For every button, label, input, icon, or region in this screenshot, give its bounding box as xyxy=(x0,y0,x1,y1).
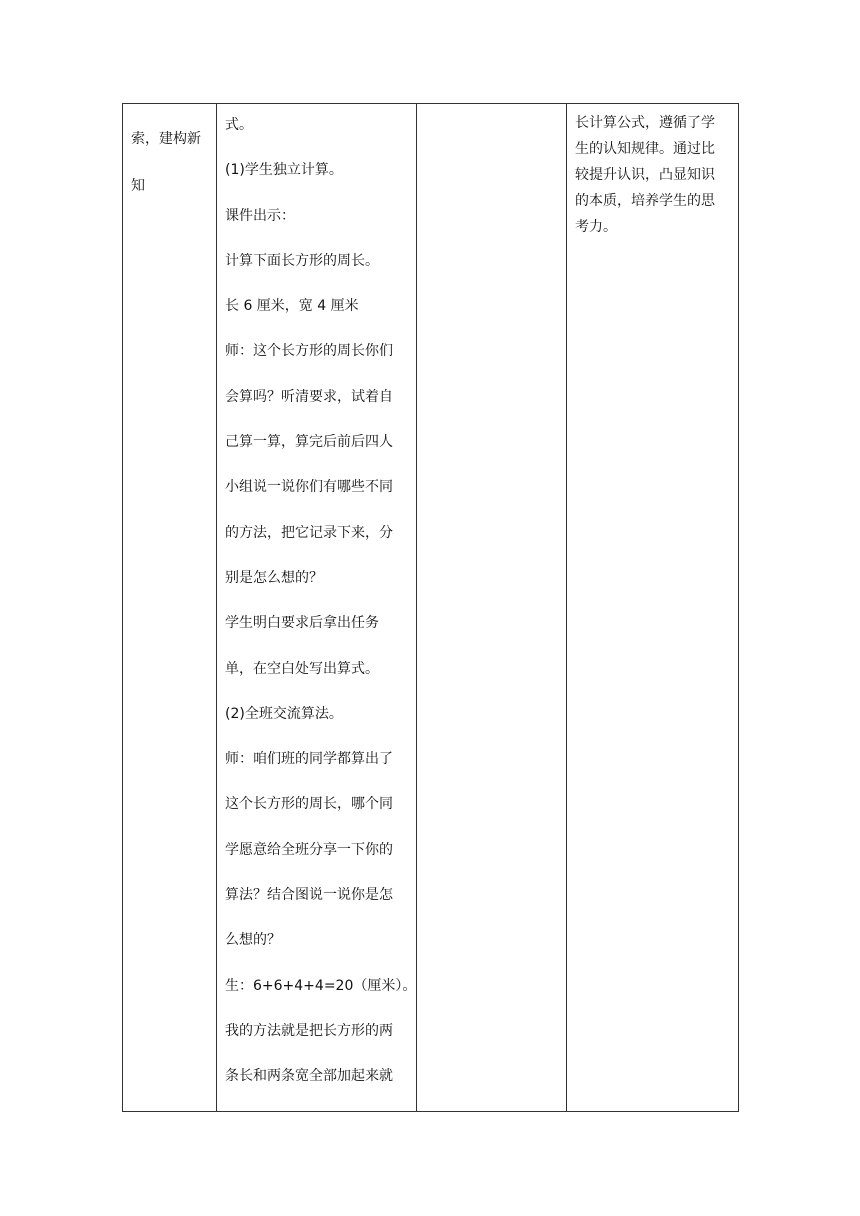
process-line: 课件出示： xyxy=(225,207,295,224)
process-line: 小组说一说你们有哪些不同 xyxy=(225,479,393,496)
process-line: 这个长方形的周长，哪个同 xyxy=(225,796,393,813)
lesson-plan-table xyxy=(122,103,739,1112)
process-line: 学愿意给全班分享一下你的 xyxy=(225,841,393,858)
stage-line: 知 xyxy=(131,178,145,194)
process-line: 计算下面长方形的周长。 xyxy=(225,252,379,269)
process-line: 么想的？ xyxy=(225,932,281,949)
process-line: 的方法，把它记录下来，分 xyxy=(225,524,393,541)
process-line: 别是怎么想的？ xyxy=(225,569,323,586)
intent-line: 生的认知规律。通过比 xyxy=(575,141,715,157)
process-line: 我的方法就是把长方形的两 xyxy=(225,1022,393,1039)
process-line: 长 6 厘米，宽 4 厘米 xyxy=(225,298,359,315)
stage-cell xyxy=(123,104,217,1112)
teaching-process-cell xyxy=(217,104,417,1112)
process-line: 己算一算，算完后前后四人 xyxy=(225,434,393,451)
intent-line: 考力。 xyxy=(575,219,617,235)
process-line: 算法？结合图说一说你是怎 xyxy=(225,887,393,904)
design-intent-cell xyxy=(567,104,739,1112)
design-intent-text xyxy=(567,104,738,240)
process-line: 生：6+6+4+4=20（厘米）。 xyxy=(225,977,417,994)
process-line: 师：这个长方形的周长你们 xyxy=(225,343,393,360)
teaching-process-text xyxy=(217,104,416,1111)
intent-line: 的本质，培养学生的思 xyxy=(575,193,715,209)
intent-line: 较提升认识，凸显知识 xyxy=(575,167,715,183)
process-line: (1)学生独立计算。 xyxy=(225,162,343,179)
intent-line: 长计算公式，遵循了学 xyxy=(575,115,715,131)
stage-line: 索，建构新 xyxy=(131,131,201,147)
process-line: 师：咱们班的同学都算出了 xyxy=(225,751,393,768)
table-row xyxy=(123,104,739,1112)
process-line: 式。 xyxy=(225,117,253,133)
process-line: 单，在空白处写出算式。 xyxy=(225,660,379,677)
process-line: 学生明白要求后拿出任务 xyxy=(225,615,379,632)
process-line: (2)全班交流算法。 xyxy=(225,705,343,722)
empty-cell xyxy=(417,104,567,1112)
process-line: 条长和两条宽全部加起来就 xyxy=(225,1068,393,1085)
stage-text xyxy=(123,104,216,210)
process-line: 会算吗？听清要求，试着自 xyxy=(225,388,393,405)
